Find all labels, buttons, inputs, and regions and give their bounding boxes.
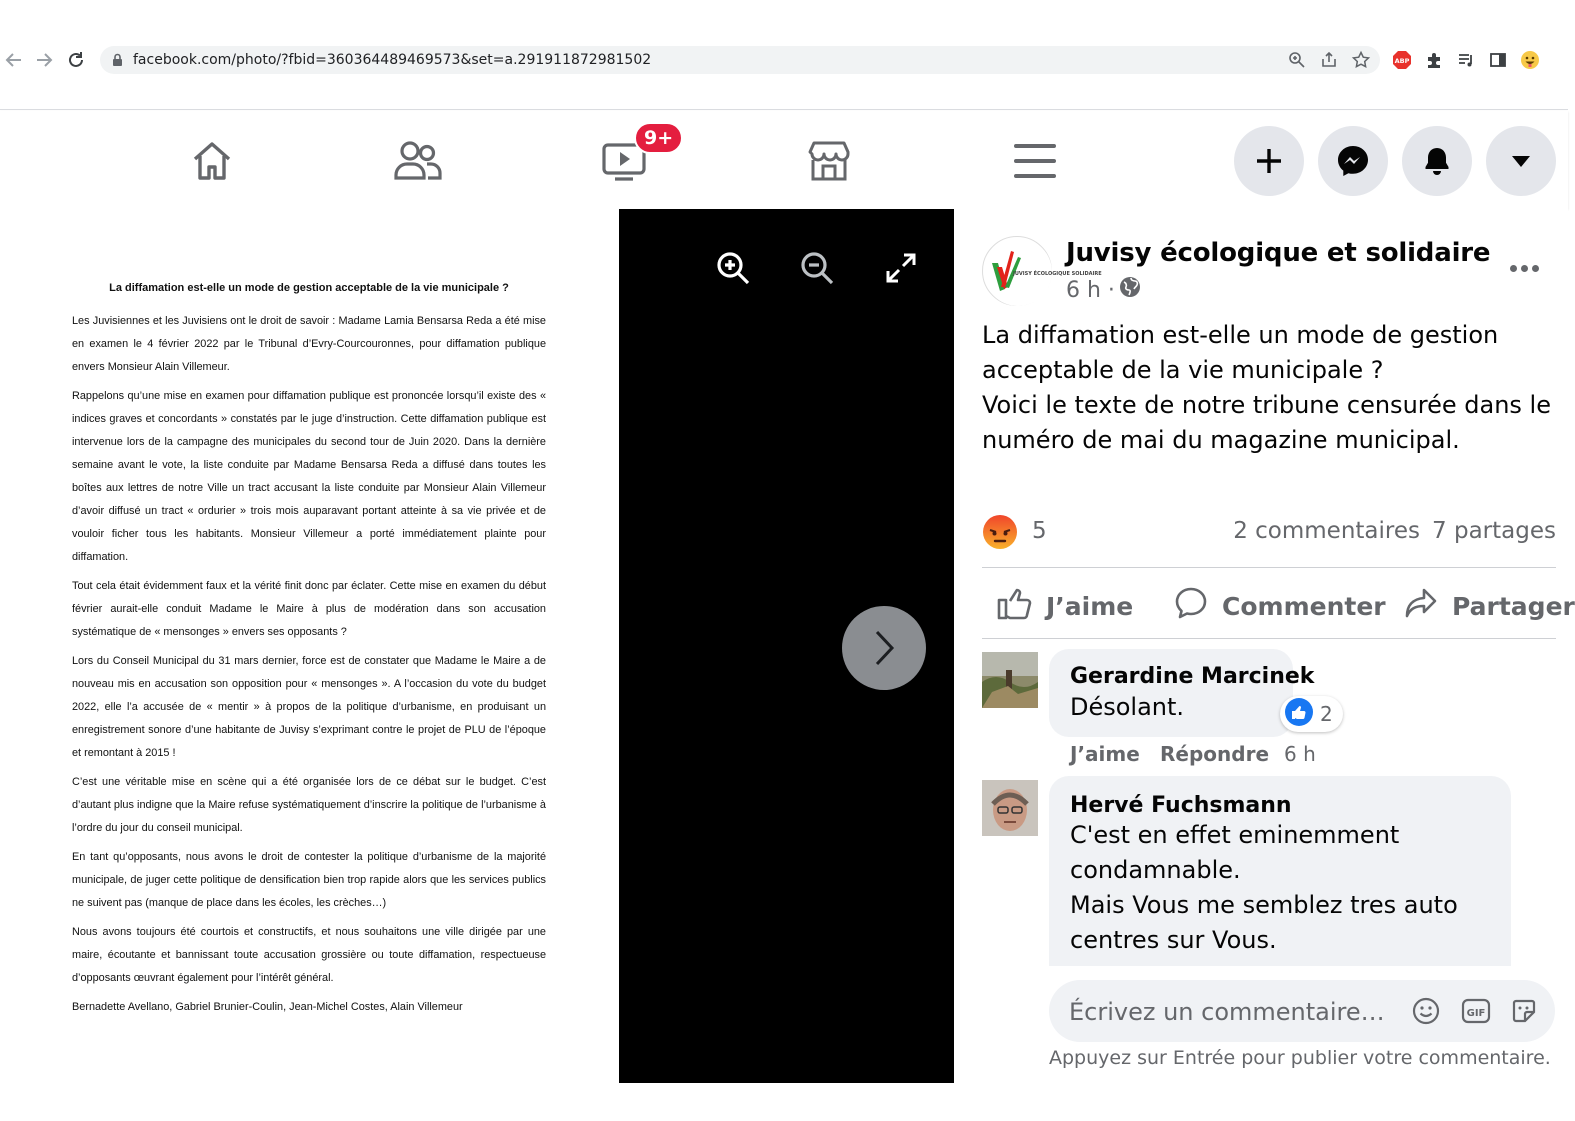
comment-text-line: C'est en effet eminemment: [1070, 821, 1400, 849]
document-text: [72, 282, 546, 1025]
share-label: Partager: [1452, 591, 1575, 621]
shares-count[interactable]: 7 partages: [1432, 518, 1556, 544]
comment-like-count[interactable]: [1280, 696, 1343, 732]
reaction-count[interactable]: 5: [1032, 518, 1047, 544]
sidepanel-icon[interactable]: [1488, 50, 1508, 70]
emoji-icon[interactable]: [1411, 996, 1441, 1026]
watch-notification-badge: 9+: [634, 122, 683, 154]
share-arrow-icon: [1404, 587, 1438, 625]
fullscreen-icon[interactable]: [883, 250, 919, 286]
document-signatures: Bernadette Avellano, Gabriel Brunier-Coulin, Jean-Michel Costes, Alain Villemeur: [72, 1001, 463, 1013]
post-text-line: numéro de mai du magazine municipal.: [982, 426, 1460, 454]
svg-text:ABP: ABP: [1394, 57, 1410, 65]
document-paragraph: En tant qu’opposants, nous avons le droit de contester la politique d’urbanisme de la majorité municipale, de juger cette politique de densification bien trop rapide alors que les services publics ne suivent pas (manque de place dans les écoles, les crèches…): [72, 851, 546, 909]
gif-label: GIF: [1466, 1008, 1486, 1019]
bookmark-star-icon[interactable]: [1352, 51, 1370, 69]
friends-icon[interactable]: [394, 137, 442, 185]
zoom-indicator-icon[interactable]: [1288, 51, 1306, 69]
profile-emoji-icon[interactable]: [1520, 50, 1540, 70]
divider: [982, 638, 1556, 639]
document-paragraph: Tout cela était évidemment faux et la vérité finit donc par éclater. Cette mise en examen du début février aurait-elle conduit Madame le Maire à plus de modération dans son accusation systématique de « mensonges » envers ses opposants ?: [72, 580, 546, 638]
comment-reply-link[interactable]: Répondre: [1160, 742, 1270, 766]
zoom-out-icon[interactable]: [799, 250, 835, 286]
avatar[interactable]: [982, 652, 1038, 708]
comment-author[interactable]: Gerardine Marcinek: [1070, 664, 1315, 689]
create-icon[interactable]: [1234, 126, 1304, 196]
media-icon[interactable]: [1456, 50, 1476, 70]
lock-icon: [112, 53, 123, 72]
divider: [982, 567, 1556, 568]
document-paragraph: Nous avons toujours été courtois et constructifs, et nous souhaitons une ville dirigée par une maire, écoutante et bannissant toute accusation grossière ou toute diffamation, respectueuse d’opposants œuvrant également pour l’intérêt général.: [72, 926, 546, 984]
post-text-line: Voici le texte de notre tribune censurée dans le: [982, 391, 1551, 419]
share-button[interactable]: [1404, 584, 1575, 628]
reactions-summary: [982, 512, 1556, 552]
comment-author[interactable]: Hervé Fuchsmann: [1070, 793, 1292, 818]
share-icon[interactable]: [1320, 51, 1338, 69]
zoom-in-icon[interactable]: [715, 250, 751, 286]
angry-reaction-icon[interactable]: [982, 514, 1018, 550]
like-reaction-icon: [1284, 697, 1314, 732]
account-icon[interactable]: [1486, 126, 1556, 196]
like-count-text: 2: [1320, 702, 1333, 726]
document-paragraph: Lors du Conseil Municipal du 31 mars dernier, force est de constater que Madame le Maire a de nouveau mis en accusation son opposition pour « mensonges ». A l’occasion du vote du budget 2022, elle l’a accusée de « mentir » à propos de la politique d’urbanisme, en produisant un enregistrement sonore d’une habitante de Juvisy s’exprimant contre le projet de PLU de l’époque et remontant à 2015 !: [72, 655, 546, 759]
more-options-icon[interactable]: [1504, 254, 1544, 282]
reload-icon[interactable]: [64, 48, 88, 72]
sticker-icon[interactable]: [1509, 996, 1539, 1026]
page-logo-text: JUVISY ÉCOLOGIQUE SOLIDAIRE: [1013, 271, 1102, 277]
document-paragraph: C’est une véritable mise en scène qui a été organisée lors de ce débat sur le budget. C’est d’autant plus indigne que la Maire refuse systématiquement d’inscrire la politique de l’urbanisme à l’ordre du jour du conseil municipal.: [72, 776, 546, 834]
like-label: J’aime: [1046, 591, 1134, 621]
comment-text-line: Mais Vous me semblez tres auto: [1070, 891, 1458, 919]
address-bar[interactable]: [100, 46, 1380, 74]
comment-text: Désolant.: [1070, 693, 1185, 721]
forward-icon[interactable]: [32, 48, 56, 72]
post-text-line: acceptable de la vie municipale ?: [982, 356, 1384, 384]
comment-input[interactable]: [1049, 980, 1555, 1042]
home-icon[interactable]: [188, 137, 236, 185]
like-button[interactable]: [996, 584, 1133, 628]
abp-icon[interactable]: [1392, 50, 1412, 70]
gif-icon[interactable]: [1461, 996, 1491, 1026]
notifications-icon[interactable]: [1402, 126, 1472, 196]
post-text-line: La diffamation est-elle un mode de gestion: [982, 321, 1499, 349]
document-paragraph: Les Juvisiennes et les Juvisiens ont le droit de savoir : Madame Lamia Bensarsa Reda a été mise en examen le 4 février 2022 par le Tribunal d’Evry-Courcouronnes, pour diffamation publique envers Monsieur Alain Villemeur.: [72, 315, 546, 373]
avatar[interactable]: [982, 780, 1038, 836]
marketplace-icon[interactable]: [805, 137, 853, 185]
comment-button[interactable]: [1174, 584, 1386, 628]
comments-count[interactable]: 2 commentaires: [1233, 518, 1420, 544]
comment-text-line: condamnable.: [1070, 856, 1241, 884]
comment-label: Commenter: [1222, 591, 1386, 621]
post-time-text: 6 h ·: [1066, 277, 1115, 303]
post-timestamp[interactable]: [1066, 276, 1141, 304]
browser-toolbar: [0, 0, 1568, 110]
comment-input-placeholder: Écrivez un commentaire…: [1069, 998, 1385, 1026]
puzzle-icon[interactable]: [1424, 50, 1444, 70]
url-text: facebook.com/photo/?fbid=360364489469573&set=a.291911872981502: [133, 52, 652, 68]
comment-like-link[interactable]: J’aime: [1070, 742, 1140, 766]
messenger-icon[interactable]: [1318, 126, 1388, 196]
next-arrow-icon[interactable]: [842, 606, 926, 690]
document-title: La diffamation est-elle un mode de gestion acceptable de la vie municipale ?: [109, 282, 509, 294]
menu-icon[interactable]: [1011, 137, 1059, 185]
comment-text-line: centres sur Vous.: [1070, 926, 1277, 954]
comment-icon: [1174, 586, 1208, 626]
back-icon[interactable]: [2, 48, 26, 72]
comment-time[interactable]: 6 h: [1284, 742, 1316, 766]
thumbs-up-icon: [996, 586, 1032, 626]
page-name[interactable]: Juvisy écologique et solidaire: [1066, 238, 1491, 268]
globe-icon: [1119, 276, 1141, 304]
comment-hint: Appuyez sur Entrée pour publier votre commentaire.: [1049, 1047, 1551, 1069]
document-paragraph: Rappelons qu’une mise en examen pour diffamation publique est prononcée lorsqu’il existe des « indices graves et concordants » constatés par le juge d’instruction. Cette diffamation publique est intervenue lors de la campagne des municipales du second tour de Juin 2020. Dans la dernière semaine avant le vote, la liste conduite par Madame Bensarsa Reda a diffusé dans toutes les boîtes aux lettres de notre Ville un tract accusant la liste conduite par Monsieur Alain Villemeur d’avoir diffusé un tract « ordurier » trois mois auparavant portant atteinte à sa vie privée et de vouloir ficher tous les habitants. Monsieur Villemeur a porté immédiatement plainte pour diffamation.: [72, 390, 546, 563]
post-text: [982, 318, 1552, 458]
